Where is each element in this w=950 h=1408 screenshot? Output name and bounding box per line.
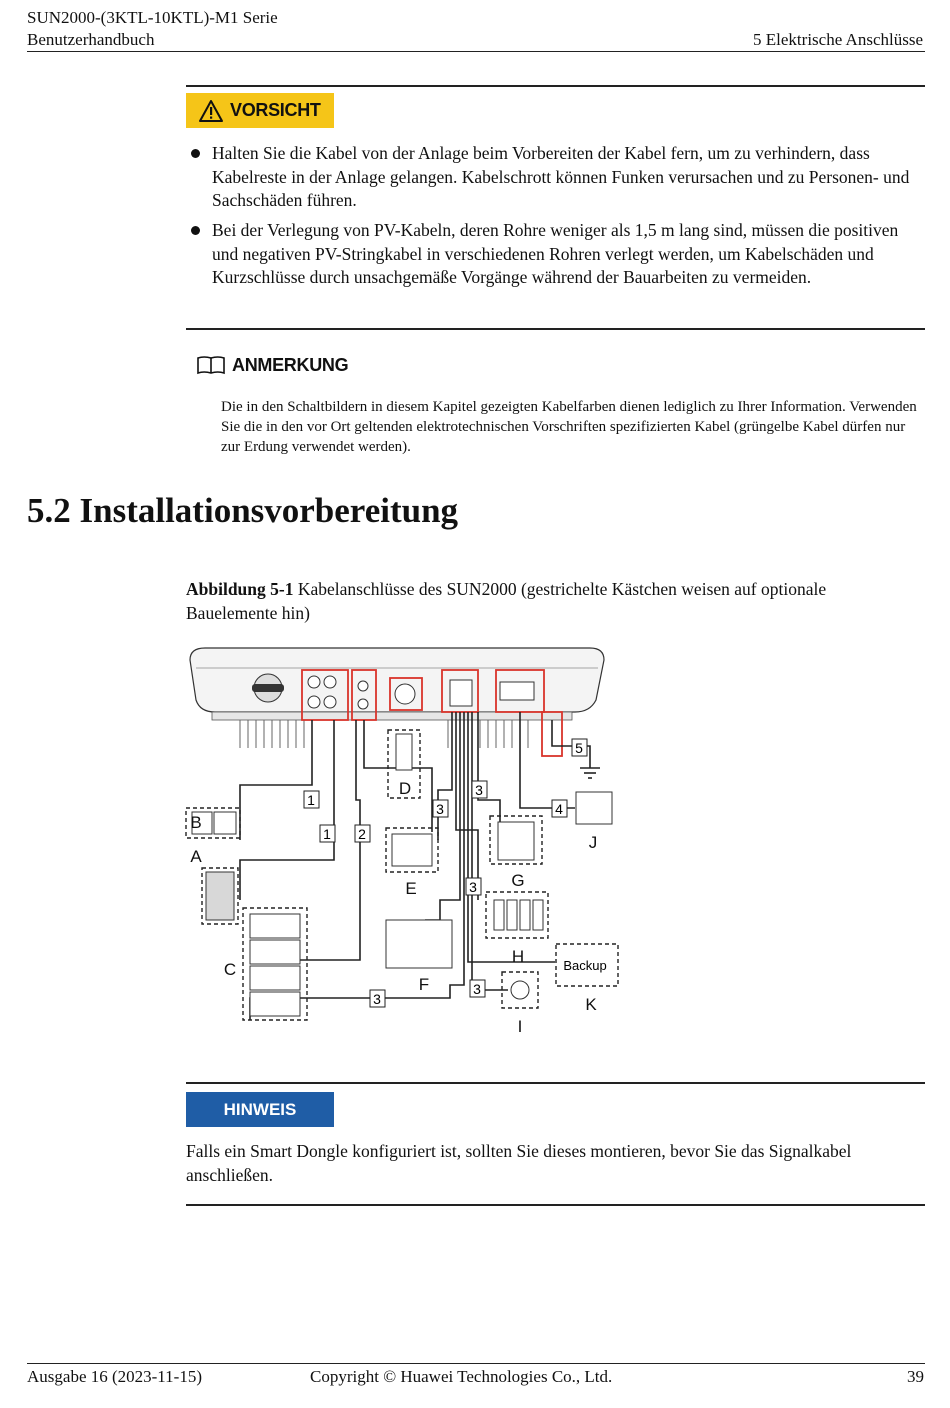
note-tag [196, 354, 348, 376]
header-product: SUN2000-(3KTL-10KTL)-M1 Serie [27, 8, 278, 27]
cable-label-3d: 3 [373, 991, 381, 1007]
caution-item-2: Bei der Verlegung von PV-Kabeln, deren Rohre weniger als 1,5 m lang sind, müssen die positiven und negativen PV-Stringkabel in verschiedenen Rohren verlegt werden, um Kabelschäden und Kurzschlüsse durch unsachgemäße Vorgänge während der Bauarbeiten zu vermeiden. [212, 220, 899, 287]
caution-top-rule [186, 85, 925, 87]
figure-caption-text: Kabelanschlüsse des SUN2000 (gestrichelte Kästchen weisen auf optionale Bauelemente hin) [186, 579, 827, 623]
header-chapter: 5 Elektrische Anschlüsse [753, 30, 923, 49]
note-label: ANMERKUNG [232, 354, 349, 375]
caution-tag [186, 93, 334, 128]
component-label-h: H [511, 947, 525, 966]
cable-label-5: 5 [575, 740, 583, 756]
component-label-d: D [398, 779, 412, 798]
cable-label-3b: 3 [475, 782, 483, 798]
cable-label-2: 2 [358, 826, 366, 842]
open-book-icon [196, 354, 226, 376]
footer-edition: Ausgabe 16 (2023-11-15) [27, 1367, 202, 1386]
header-rule [27, 51, 925, 52]
header-manual: Benutzerhandbuch [27, 30, 155, 49]
hint-label: HINWEIS [223, 1099, 297, 1119]
figure-caption-number: Abbildung 5-1 [186, 579, 294, 599]
figure-caption [186, 578, 906, 625]
footer-rule [27, 1363, 925, 1364]
caution-item-1: Halten Sie die Kabel von der Anlage beim Vorbereiten der Kabel fern, um zu verhindern, dass Kabelreste in der Anlage gelangen. Kabelschrott können Funken verursachen und zu Personen- und Sachschäden führen. [212, 143, 910, 210]
backup-label: Backup [563, 958, 607, 973]
component-label-b: B [190, 813, 202, 832]
component-label-j: J [588, 833, 598, 852]
cable-label-1a: 1 [307, 792, 315, 808]
cable-label-3c: 3 [469, 879, 477, 895]
footer-page-number: 39 [907, 1367, 924, 1386]
cable-label-3e: 3 [473, 981, 481, 997]
hint-top-rule [186, 1082, 925, 1084]
ground-icon [580, 768, 600, 778]
hint-text: Falls ein Smart Dongle konfiguriert ist, sollten Sie dieses montieren, bevor Sie das Signalkabel anschließen. [186, 1141, 852, 1185]
component-label-a: A [190, 847, 202, 866]
footer-copyright: Copyright © Huawei Technologies Co., Ltd. [310, 1367, 613, 1386]
bullet-1 [191, 149, 200, 158]
warning-triangle-icon [198, 99, 224, 123]
component-label-c: C [223, 960, 237, 979]
section-title: 5.2 Installationsvorbereitung [27, 491, 459, 530]
caution-bottom-rule [186, 328, 925, 330]
component-label-i: I [517, 1017, 523, 1036]
hint-tag [186, 1092, 334, 1127]
component-label-e: E [405, 879, 417, 898]
note-text: Die in den Schaltbildern in diesem Kapitel gezeigten Kabelfarben dienen lediglich zu Ihrer Information. Verwenden Sie die in den vor Ort geltenden elektrotechnischen Vorschriften spezifizierten Kabel (grüngelbe Kabel dürfen nur zur Erdung verwendet werden). [221, 399, 917, 455]
bullet-2 [191, 226, 200, 235]
component-label-f: F [418, 975, 430, 994]
cable-connection-diagram [180, 640, 630, 1040]
hint-bottom-rule [186, 1204, 925, 1206]
caution-label: VORSICHT [230, 100, 321, 120]
cable-label-1b: 1 [323, 826, 331, 842]
component-label-k: K [585, 995, 597, 1014]
cable-label-4: 4 [555, 801, 563, 817]
cable-label-3a: 3 [436, 801, 444, 817]
component-label-g: G [511, 871, 525, 890]
